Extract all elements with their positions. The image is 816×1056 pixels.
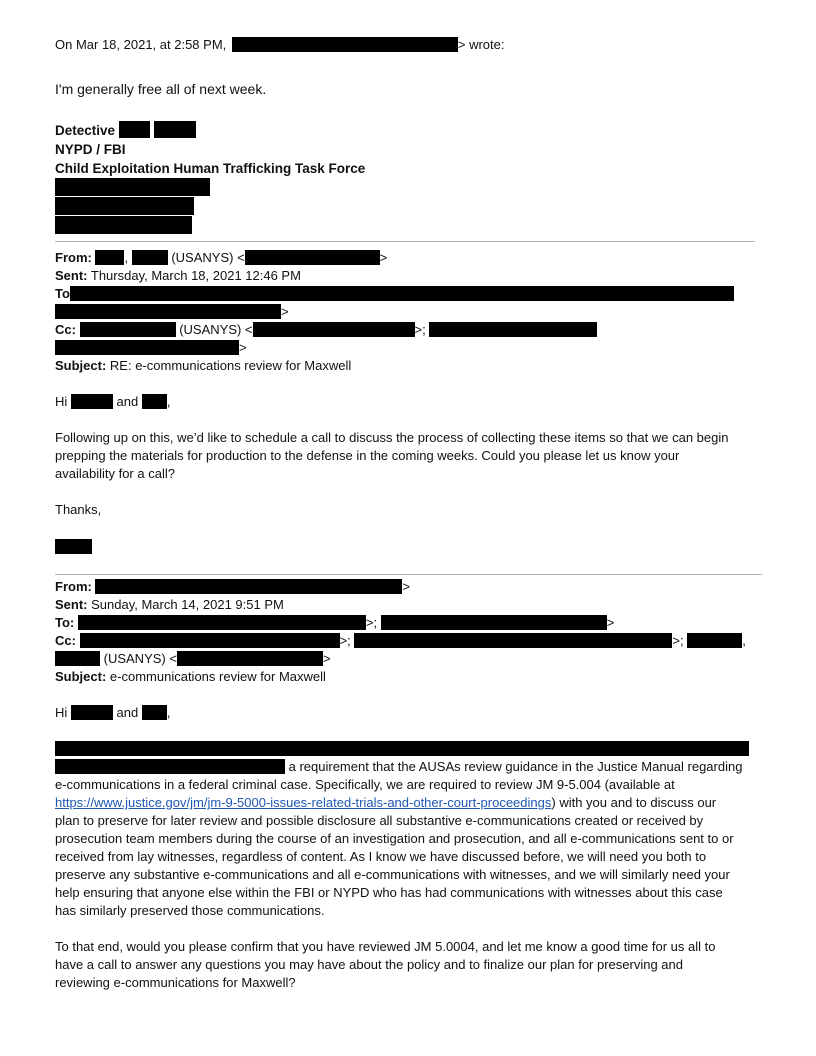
middle-cc-line [55, 321, 597, 339]
greeting-hi: Hi [55, 394, 68, 409]
sent-label: Sent: [55, 268, 88, 283]
bottom-to-line [55, 614, 614, 632]
from-label: From: [55, 250, 92, 265]
redaction-block [55, 178, 210, 196]
bottom-body-line-with-link [55, 794, 716, 812]
cc-label: Cc: [55, 322, 76, 337]
body-text: ) with you and to discuss our [551, 795, 717, 810]
to-label: To: [55, 615, 75, 630]
redaction [245, 250, 380, 265]
cc-separator: >; [339, 633, 351, 648]
redaction [429, 322, 597, 337]
bottom-body-line: reviewing e-communications for Maxwell? [55, 975, 296, 990]
cc-label: Cc: [55, 633, 76, 648]
from-separator: , [124, 250, 129, 265]
redaction [55, 304, 281, 319]
signature-unit: Child Exploitation Human Trafficking Task Force [55, 161, 366, 176]
redaction [177, 651, 323, 666]
reply-message: I'm generally free all of next week. [55, 81, 267, 97]
bottom-body-line: e-communications in a federal criminal case. Specifically, we are required to review JM 9-5.004 (available at [55, 777, 675, 792]
redaction-block [55, 741, 749, 756]
separator-line [55, 241, 755, 242]
bottom-greeting [55, 704, 170, 722]
middle-greeting [55, 393, 170, 411]
redaction [55, 651, 100, 666]
to-close: > [606, 615, 615, 630]
middle-body-line: prepping the materials for production to the defense in the coming weeks. Could you please let us know your [55, 448, 680, 463]
subject-label: Subject: [55, 358, 107, 373]
to-label: To [55, 286, 70, 301]
bottom-body-line: preserve any substantive e-communications and all e-communications with witnesses, and we will similarly need your [55, 867, 730, 882]
greeting-end: , [166, 394, 171, 409]
to-separator: >; [365, 615, 378, 630]
signature-title-line [55, 121, 196, 140]
bottom-body-line: have a call to answer any questions you may have about the policy and to finalize our plan for preserving and [55, 957, 683, 972]
cc-org: (USANYS) < [103, 651, 177, 666]
greeting-and: and [116, 705, 139, 720]
middle-to-line [55, 285, 734, 303]
redaction [78, 615, 366, 630]
bottom-body-line: has similarly preserved those communications. [55, 903, 325, 918]
from-close: > [379, 250, 388, 265]
to-close: > [281, 304, 289, 319]
redaction [95, 250, 124, 265]
redaction [142, 394, 167, 409]
cc-separator: >; [672, 633, 684, 648]
redaction [55, 759, 285, 774]
redaction [687, 633, 742, 648]
middle-cc-line-2 [55, 339, 247, 357]
sent-value: Sunday, March 14, 2021 9:51 PM [91, 597, 284, 612]
redaction-block [55, 197, 194, 215]
redaction [80, 322, 176, 337]
redaction-block [55, 539, 92, 554]
middle-closing: Thanks, [55, 502, 102, 517]
cc-close: > [322, 651, 331, 666]
redaction [71, 705, 113, 720]
redaction [119, 121, 150, 138]
cc-close: > [239, 340, 247, 355]
separator-line [55, 574, 762, 575]
redaction [71, 394, 113, 409]
redaction [142, 705, 167, 720]
redaction [232, 37, 458, 52]
middle-to-line-2 [55, 303, 289, 321]
bottom-from-line [55, 578, 410, 596]
redaction [95, 579, 402, 594]
bottom-cc-line [55, 632, 746, 650]
middle-body-line: Following up on this, we’d like to schedule a call to discuss the process of collecting these items so that we can begin [55, 430, 729, 445]
greeting-and: and [116, 394, 139, 409]
redaction [70, 286, 734, 301]
subject-value: e-communications review for Maxwell [109, 669, 326, 684]
body-text: a requirement that the AUSAs review guidance in the Justice Manual regarding [288, 759, 743, 774]
cc-separator: >; [414, 322, 426, 337]
bottom-body-line [55, 758, 742, 776]
redaction [381, 615, 607, 630]
bottom-body-line: received from lay witnesses, regardless of content. As I know we have discussed before, we will need you both to [55, 849, 707, 864]
greeting-end: , [166, 705, 171, 720]
bottom-body-line: plan to preserve for later review and possible disclosure all substantive e-communications created or received by [55, 813, 704, 828]
greeting-hi: Hi [55, 705, 68, 720]
middle-subject-line [55, 357, 351, 375]
reply-intro-line [55, 36, 505, 54]
subject-value: RE: e-communications review for Maxwell [109, 358, 352, 373]
redaction [253, 322, 415, 337]
reply-intro-suffix: > wrote: [457, 37, 505, 52]
bottom-body-line: To that end, would you please confirm that you have reviewed JM 5.0004, and let me know a good time for us all to [55, 939, 716, 954]
middle-sent-line [55, 267, 301, 285]
cc-org: (USANYS) < [179, 322, 253, 337]
middle-body-line: availability for a call? [55, 466, 175, 481]
middle-from-line [55, 249, 387, 267]
bottom-body-line: prosecution team members during the course of an investigation and prosecution, and all e-communications sent to or [55, 831, 734, 846]
bottom-sent-line [55, 596, 284, 614]
reply-intro-prefix: On Mar 18, 2021, at 2:58 PM, [55, 37, 227, 52]
redaction [154, 121, 196, 138]
sent-value: Thursday, March 18, 2021 12:46 PM [90, 268, 301, 283]
redaction [80, 633, 340, 648]
bottom-subject-line [55, 668, 326, 686]
redaction-block [55, 216, 192, 234]
justice-manual-link[interactable]: https://www.justice.gov/jm/jm-9-5000-issues-related-trials-and-other-court-proceedings [55, 795, 552, 810]
signature-title: Detective [55, 123, 116, 138]
bottom-body-line: help ensuring that anyone else within the FBI or NYPD who has had communications with witnesses about this case [55, 885, 723, 900]
from-label: From: [55, 579, 92, 594]
redaction [55, 340, 239, 355]
bottom-cc-line-2 [55, 650, 331, 668]
subject-label: Subject: [55, 669, 107, 684]
redaction [354, 633, 672, 648]
from-close: > [402, 579, 411, 594]
sent-label: Sent: [55, 597, 88, 612]
cc-comma: , [742, 633, 746, 648]
signature-agency: NYPD / FBI [55, 142, 126, 157]
redaction [132, 250, 168, 265]
from-org: (USANYS) < [171, 250, 245, 265]
